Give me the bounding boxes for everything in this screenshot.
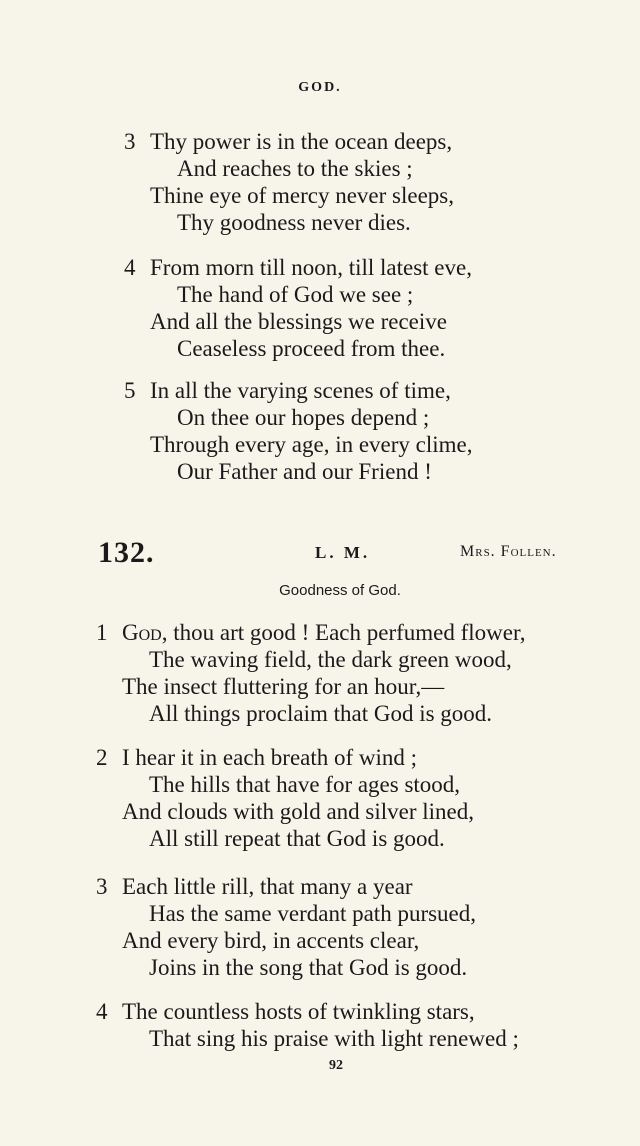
verse-line: All still repeat that God is good. bbox=[149, 826, 445, 851]
stanza-number: 4 bbox=[96, 999, 108, 1024]
verse-line: On thee our hopes depend ; bbox=[177, 405, 430, 430]
verse-line: And reaches to the skies ; bbox=[177, 156, 413, 181]
verse-line: Our Father and our Friend ! bbox=[177, 459, 432, 484]
stanza-number: 4 bbox=[124, 255, 136, 280]
stanza-number: 1 bbox=[96, 620, 108, 645]
verse-line: Has the same verdant path pursued, bbox=[149, 901, 477, 926]
verse-line: The waving field, the dark green wood, bbox=[149, 647, 512, 672]
verse-line-rest: , thou art good ! Each perfumed flower, bbox=[161, 620, 526, 645]
first-word: God bbox=[122, 620, 162, 645]
verse-line: Through every age, in every clime, bbox=[150, 432, 473, 457]
page-number: 92 bbox=[329, 1058, 343, 1073]
verse-line: Joins in the song that God is good. bbox=[149, 955, 468, 980]
verse-line: From morn till noon, till latest eve, bbox=[150, 255, 472, 280]
verse-line: The hand of God we see ; bbox=[177, 282, 414, 307]
verse-line: I hear it in each breath of wind ; bbox=[122, 745, 418, 770]
verse-line: In all the varying scenes of time, bbox=[150, 378, 451, 403]
verse-line: The hills that have for ages stood, bbox=[149, 772, 461, 797]
verse-line bbox=[122, 619, 526, 646]
verse-line: Thine eye of mercy never sleeps, bbox=[150, 183, 454, 208]
hymn-number: 132. bbox=[98, 536, 155, 569]
stanza-number: 3 bbox=[124, 129, 136, 154]
verse-line: All things proclaim that God is good. bbox=[149, 701, 493, 726]
stanza-number: 3 bbox=[96, 874, 108, 899]
stanza-number: 5 bbox=[124, 378, 136, 403]
hymn-meter: L. M. bbox=[315, 543, 371, 562]
running-head: GOD. bbox=[298, 80, 342, 95]
verse-line: Ceaseless proceed from thee. bbox=[177, 336, 446, 361]
verse-line: That sing his praise with light renewed ; bbox=[149, 1026, 519, 1051]
verse-line: And clouds with gold and silver lined, bbox=[122, 799, 474, 824]
verse-line: The countless hosts of twinkling stars, bbox=[122, 999, 475, 1024]
verse-line: Thy power is in the ocean deeps, bbox=[150, 129, 453, 154]
verse-line: And all the blessings we receive bbox=[150, 309, 447, 334]
hymn-subtitle: Goodness of God. bbox=[279, 582, 401, 599]
verse-line: Thy goodness never dies. bbox=[177, 210, 411, 235]
hymn-author: Mrs. Follen. bbox=[460, 543, 557, 560]
verse-line: The insect fluttering for an hour,— bbox=[122, 674, 445, 699]
stanza-number: 2 bbox=[96, 745, 108, 770]
verse-line: And every bird, in accents clear, bbox=[122, 928, 420, 953]
verse-line: Each little rill, that many a year bbox=[122, 874, 413, 899]
